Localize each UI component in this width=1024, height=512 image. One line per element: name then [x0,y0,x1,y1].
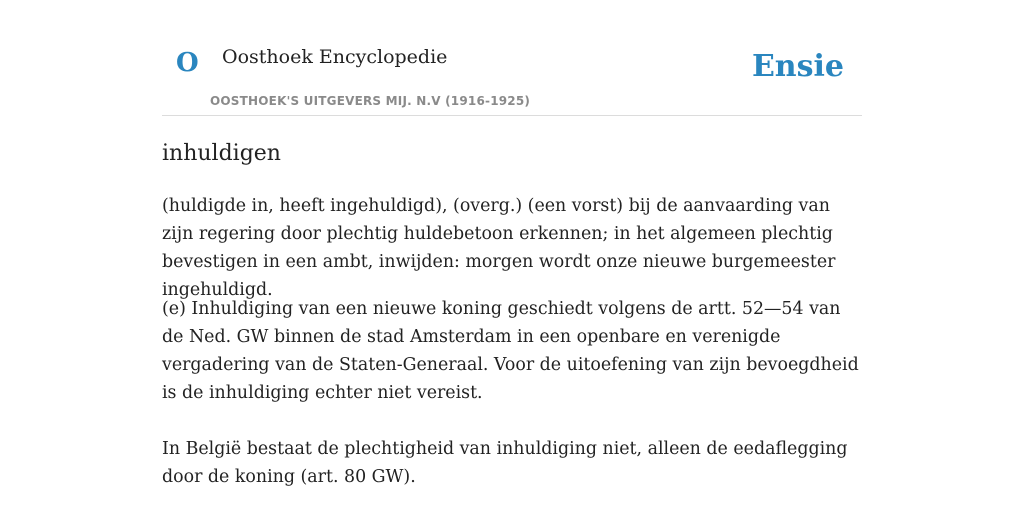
ensie-logo-link[interactable]: Ensie [751,49,844,84]
entry-paragraph: (e) Inhuldiging van een nieuwe koning geschiedt volgens de artt. 52—54 van de Ned. GW binnen de stad Amsterdam in een openbare en verenigde vergadering van de Staten-Generaal. Voor de uitoefening van zijn bevoegdheid is de inhuldiging echter niet vereist. [162,299,859,403]
entry-paragraph: In België bestaat de plechtigheid van inhuldiging niet, alleen de eedaflegging door de koning (art. 80 GW). [162,439,848,487]
source-subtitle: OOSTHOEK'S UITGEVERS MIJ. N.V (1916-1925) [210,94,531,108]
source-logo[interactable]: O [176,48,199,78]
entry-headword: inhuldigen [162,141,281,166]
page-content [162,0,862,487]
source-header [162,0,862,116]
entry-paragraph: (huldigde in, heeft ingehuldigd), (overg.) (een vorst) bij de aanvaarding van zijn regering door plechtig huldebetoon erkennen; in het algemeen plechtig bevestigen in een ambt, inwijden: morgen wordt onze nieuwe burgemeester ingehuldigd. [162,196,836,300]
source-title-link[interactable]: Oosthoek Encyclopedie [222,46,448,68]
